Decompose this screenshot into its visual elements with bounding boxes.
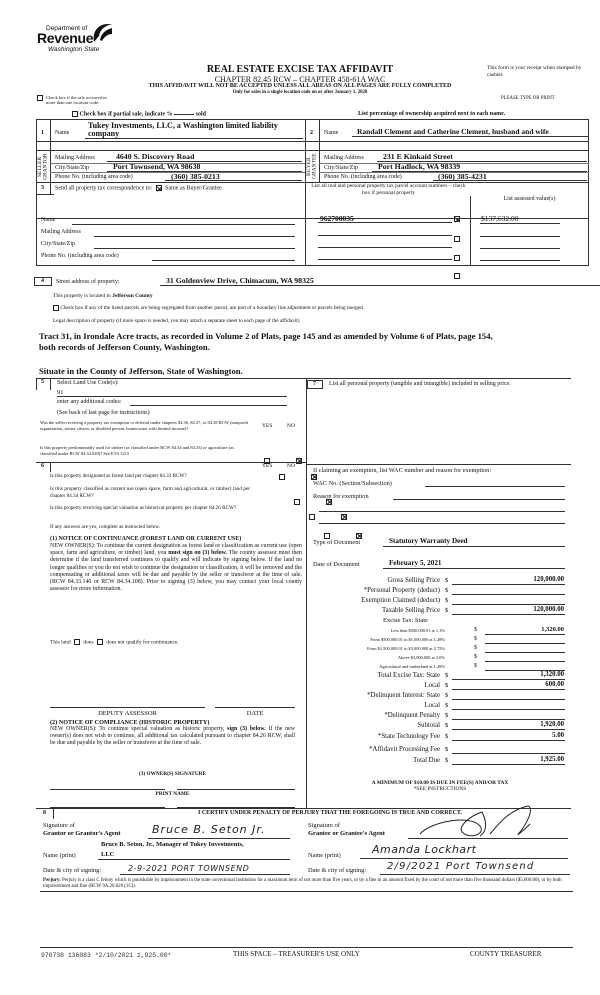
currency-sign: $ [445, 733, 449, 740]
parcel-assessed-value[interactable] [480, 260, 560, 261]
perjury-note [43, 878, 573, 891]
seller-city-value[interactable]: Port Townsend, WA 98638 [113, 162, 201, 171]
segregated-label: Check box if any of the listed parcels are being segregated from another parcel, are part of a boundary line adjustment or parcels being merged. [60, 305, 365, 312]
this-land-label: This land [50, 639, 71, 646]
tax-row-value[interactable] [452, 709, 565, 710]
partial-sale-sold: sold [195, 111, 207, 118]
buyer-city-label: City/State/Zip [324, 165, 358, 171]
grantor-sig-label-1: Signature of [43, 822, 75, 829]
notice1-text-a: NEW OWNER(S): To continue the current designation as forest land or classification as current use (open space, farm and agriculture, or timber) land, you [50, 543, 302, 557]
owner-signature-line-1[interactable] [50, 789, 165, 790]
s5-q1-text: Was the seller receiving a property tax exemption or deferral under chapters 84.36, 84.37, or 84.38 RCW (nonprofit organization, senior citizen, or disabled person, homeowner with limited income)? [40, 420, 249, 431]
parcel-number[interactable] [318, 235, 452, 236]
tax-row-value[interactable]: 600.00 [545, 681, 564, 688]
tax-row-label: Gross Selling Price [387, 577, 440, 584]
tax-row-label: *Affidavit Processing Fee [369, 746, 440, 753]
s6-q1-text: Is this property designated as forest land per chapter 84.33 RCW? [50, 473, 187, 479]
s6-q3-text: Is this property receiving special valuation as historical property per chapter 84.26 RCW? [50, 505, 237, 511]
currency-sign: $ [445, 722, 449, 729]
legal-description-line2: both records of Jefferson County, Washington. [39, 342, 210, 352]
grantee-name-label: Name (print) [308, 852, 341, 859]
parcel-personal-checkbox[interactable] [454, 255, 460, 261]
section-1-number: 1 [41, 130, 44, 136]
continuance-qualify-row [50, 639, 179, 645]
tax-row-value[interactable] [485, 652, 565, 653]
section-2-number: 2 [310, 130, 313, 136]
grantor-name-line1[interactable]: Bruce B. Seton, Jr., Manager of Tukey Investments, [101, 841, 244, 848]
county-treasurer-label: COUNTY TREASURER [470, 950, 542, 958]
currency-sign: $ [445, 682, 449, 689]
doc-type-label: Type of Document [313, 539, 361, 546]
see-instructions-note: *SEE INSTRUCTIONS [413, 786, 467, 792]
seller-name-label: Name [55, 130, 70, 136]
logo-washington-state: Washington State [48, 46, 100, 53]
s6-no-header: NO [287, 463, 295, 469]
tax-row-label: Taxable Selling Price [381, 607, 440, 614]
street-address-value[interactable]: 31 Goldenview Drive, Chimacum, WA 98325 [166, 276, 314, 285]
currency-sign: $ [445, 746, 449, 753]
grantee-name-value[interactable]: Amanda Lockhart [372, 843, 477, 856]
partial-sale-row [72, 111, 206, 117]
currency-sign: $ [445, 587, 449, 594]
same-as-buyer-label: Same as Buyer/Grantee [165, 185, 222, 192]
tax-row-value[interactable] [485, 643, 565, 644]
tax-row-label: From $1,500,000.01 to $3,000,000 at 2.75% [367, 646, 445, 651]
buyer-phone-label: Phone No. (including area code) [324, 174, 402, 180]
does-not-qualify-checkbox[interactable] [97, 639, 103, 645]
reason-field[interactable] [393, 499, 565, 500]
s6-q1-yes-checkbox[interactable] [294, 499, 300, 505]
section-7-number: 7 [313, 381, 316, 387]
please-type-or-print: PLEASE TYPE OR PRINT [501, 96, 555, 101]
form-warning: THIS AFFIDAVIT WILL NOT BE ACCEPTED UNLESS ALL AREAS ON ALL PAGES ARE FULLY COMPLETED [148, 83, 452, 89]
partial-sale-checkbox[interactable] [72, 111, 78, 117]
buyer-name-label: Name [324, 130, 339, 136]
s6-q3-no-checkbox[interactable] [356, 533, 362, 539]
s6-q2-yes-checkbox[interactable] [309, 514, 315, 520]
currency-sign: $ [445, 692, 449, 699]
perjury-text: Perjury is a class C felony which is punishable by imprisonment in the state correctional institution for a maximum term of not more than five years, or by a fine in an amount fixed by the court of not more than five thousand dollars ($5,000.00), or by both imprisonment and fine (RCW 9A.20.020 (1C)). [43, 878, 562, 890]
currency-sign: $ [474, 663, 477, 669]
partial-sale-percent-field[interactable] [174, 114, 194, 115]
form-title: REAL ESTATE EXCISE TAX AFFIDAVIT [206, 64, 394, 75]
grantor-name-label: Name (print) [43, 852, 76, 859]
currency-sign: $ [445, 757, 449, 764]
grantee-sig-label-1: Signature of [308, 822, 340, 829]
assessor-date-label: DATE [246, 710, 264, 717]
parcel-assessed-value[interactable]: $137,632.00 [481, 214, 519, 223]
tax-row-label: Local [424, 682, 440, 689]
deputy-assessor-signature-line[interactable] [50, 707, 205, 708]
segregated-row [53, 305, 364, 311]
notice-compliance-title: (2) NOTICE OF COMPLIANCE (HISTORIC PROPERTY) [50, 719, 210, 726]
currency-sign: $ [445, 672, 449, 679]
form-chapter: CHAPTER 82.45 RCW – CHAPTER 458-61A WAC [214, 75, 386, 84]
grantee-sig-label-2: Grantee or Grantee's Agent [308, 829, 385, 837]
currency-sign: $ [445, 577, 449, 584]
owner-signature-label: (3) OWNER(S) SIGNATURE [139, 771, 206, 777]
seller-name-line1[interactable]: Tukey Investments, LLC, a Washington limited liability [88, 121, 278, 130]
seller-mailing-label: Mailing Address [55, 155, 95, 161]
tax-row-label: *Delinquent Penalty [384, 712, 440, 719]
currency-sign: $ [445, 607, 449, 614]
grantee-date-city[interactable]: 2/9/2021 Port Townsend [387, 861, 535, 872]
tax-row-value[interactable]: 1,320.00 [541, 626, 564, 633]
tax-row-label: *State Technology Fee [377, 733, 440, 740]
buyer-city-value[interactable]: Port Hadlock, WA 98339 [378, 162, 461, 171]
seller-city-label: City/State/Zip [55, 165, 89, 171]
assessed-header: List assessed value(s) [503, 196, 556, 202]
logo-department-of: Department of [46, 25, 88, 32]
does-label: does [83, 639, 94, 646]
tax-row-value[interactable] [485, 661, 565, 662]
s6-q2-no-checkbox[interactable] [341, 514, 347, 520]
s3-name-label: Name [41, 217, 56, 223]
tax-row-value[interactable]: 1,320.00 [540, 671, 564, 678]
assessor-date-line[interactable] [215, 707, 295, 708]
excise-tax-heading: Excise Tax: State [383, 617, 428, 624]
parcel-assessed-value[interactable] [480, 248, 560, 249]
seller-phone-value[interactable]: (360) 385-0213 [171, 172, 220, 181]
grantor-name-line2[interactable]: LLC [101, 851, 115, 858]
seller-phone-label: Phone No. (including area code) [55, 174, 133, 180]
reason-field-3[interactable] [319, 523, 565, 524]
legal-description-line1: Tract 31, in Irondale Acre tracts, as recorded in Volume 2 of Plats, page 145 and as amended by Volume 6 of Plats, page 154, [39, 331, 493, 341]
s3-phone-label: Phone No. (including area code) [41, 253, 119, 259]
grantee-signature-label [308, 822, 385, 838]
dor-swoosh-logo-icon [90, 22, 114, 44]
legal-desc-label: Legal description of property (if more space is needed, you may attach a separate sheet to each page of the affidavit) [53, 318, 300, 324]
personal-property-label: List all personal property (tangible and intangible) included in selling price. [329, 381, 511, 387]
currency-sign: $ [474, 627, 477, 633]
multi-location-label: Check box if the sale occurred in more than one location code. [46, 95, 107, 106]
tax-row-label: From $500,000.01 to $1,500,000 at 1.28% [370, 637, 445, 642]
tax-row-label: Total Excise Tax: State [377, 672, 440, 679]
grantor-signature[interactable]: Bruce B. Seton Jr. [152, 823, 266, 836]
buyer-mailing-label: Mailing Address [324, 155, 364, 161]
notice1-text-b: The county assessor must then determine if the land transferred continues to qualify and will indicate by signing below. If the land no longer qualifies or you do not wish to continue the designation or classification, it will be removed and the compensating or additional taxes will be due and payable by the seller or transferor at the time of sale. (RCW 84.33.140 or RCW 84.34.108). Prior to signing (3) below, you may contact your local county assessor for more information. [50, 550, 302, 593]
owner-signature-line-2[interactable] [177, 789, 295, 790]
wac-label: WAC No. (Section/Subsection) [313, 480, 392, 487]
s6-if-yes-note: If any answers are yes, complete as instructed below. [50, 524, 161, 530]
tax-row-value[interactable] [452, 604, 565, 605]
tax-row-value[interactable]: 120,000.00 [533, 576, 564, 583]
section-5-number: 5 [41, 379, 44, 385]
currency-sign: $ [474, 645, 477, 651]
parcel-personal-checkbox[interactable] [454, 273, 460, 279]
notice1-bold: must sign on (3) below. [168, 550, 227, 557]
tax-row-label: Above $3,000,000 at 3.0% [397, 655, 445, 660]
logo-revenue: Revenue [37, 30, 94, 46]
tax-row-value[interactable]: 5.00 [552, 732, 564, 739]
wac-field[interactable] [425, 486, 565, 487]
receipt-note: This form is your receipt when stamped by cashier. [487, 65, 582, 78]
parcel-personal-checkbox[interactable] [454, 216, 460, 222]
section-3-number: 3 [41, 185, 44, 191]
form-subtitle: Only for sales in a single location code on or after January 1, 2020 [232, 90, 368, 95]
grantor-date-city[interactable]: 2-9-2021 PORT TOWNSEND [128, 864, 250, 873]
section-4-number: 4 [41, 278, 44, 284]
parcel-personal-checkbox[interactable] [454, 236, 460, 242]
tax-row-value[interactable]: 120,000.00 [533, 606, 564, 613]
grantor-signature-label [43, 822, 121, 838]
county-prefix: This property is located in [53, 293, 111, 299]
tax-correspondence-label: Send all property tax correspondence to: [55, 185, 153, 192]
notice2-bold: sign (3) below. [227, 726, 266, 732]
currency-sign: $ [445, 702, 449, 709]
grantor-sig-label-2: Grantor or Grantor's Agent [43, 829, 121, 837]
grantee-signature[interactable] [410, 802, 570, 842]
doc-date-label: Date of Document [313, 561, 360, 568]
s6-yes-header: YES [262, 463, 273, 469]
notice-compliance-body [50, 726, 295, 748]
county-value: Jefferson County [112, 293, 153, 299]
minimum-due-note: A MINIMUM OF $10.00 IS DUE IN FEE(S) AND/OR TAX [371, 780, 509, 786]
multi-location-checkbox[interactable] [37, 95, 43, 101]
does-qualify-checkbox[interactable] [74, 639, 80, 645]
tax-row-value[interactable] [452, 719, 565, 720]
s3-mailing-label: Mailing Address [41, 229, 81, 235]
ownership-note: List percentage of ownership acquired next to each name. [358, 111, 506, 117]
land-use-label: Select Land Use Code(s): [57, 380, 119, 386]
notice-continuance-title: (1) NOTICE OF CONTINUANCE (FOREST LAND OR CURRENT USE) [50, 536, 242, 542]
parcel-number[interactable] [318, 259, 452, 260]
s5-no-header: NO [287, 423, 295, 429]
notice-continuance-body [50, 543, 302, 593]
dor-logo [34, 22, 114, 58]
grantor-date-label: Date & city of signing: [43, 867, 102, 874]
tax-row-value[interactable] [452, 753, 565, 754]
tax-row-label: *Personal Property (deduct) [363, 587, 440, 594]
tax-row-label: Total Due [413, 757, 440, 764]
treasurer-use-only: THIS SPACE – TREASURER'S USE ONLY [233, 950, 360, 958]
seller-mailing-value[interactable]: 4640 S. Discovery Road [116, 152, 195, 161]
currency-sign: $ [445, 597, 449, 604]
parcels-header: List all real and personal property tax parcel account numbers – check box if personal property [311, 183, 466, 196]
street-address-label: Street address of property: [56, 279, 120, 285]
additional-codes-label: enter any additional codes: [57, 399, 122, 405]
tax-row-value[interactable] [452, 594, 565, 595]
notice2-text-a: NEW OWNER(S): To continue special valuation as historic property, [50, 726, 228, 732]
parcel-assessed-value[interactable] [480, 236, 560, 237]
tax-row-value[interactable]: 1,920.00 [540, 721, 564, 728]
buyer-mailing-value[interactable]: 231 E Kinkaid Street [383, 152, 453, 161]
perjury-label: Perjury: [43, 878, 61, 883]
grantee-date-label: Date & city of signing: [308, 867, 367, 874]
tax-row-label: Less than $500,000.01 at 1.1% [390, 628, 445, 633]
s6-q2-text: Is this property classified as current use (open space, farm and agricultural, or timber) land per chapter 84.34 RCW? [50, 486, 250, 499]
section-8-number: 8 [43, 810, 46, 816]
print-name-label: PRINT NAME [155, 791, 190, 797]
s3-city-label: City/State/Zip [41, 241, 75, 247]
currency-sign: $ [445, 712, 449, 719]
does-not-label: does not qualify for continuance. [106, 639, 179, 646]
tax-row-label: Local [424, 702, 440, 709]
multi-location-row [37, 95, 107, 106]
reason-field-2[interactable] [319, 511, 565, 512]
parcel-number[interactable] [318, 247, 452, 248]
tax-row-label: Agricultural and timberland at 1.28% [379, 664, 445, 669]
reason-label: Reason for exemption [313, 493, 369, 500]
buyer-grantee-side-label: BUYER GRANTEE [306, 153, 318, 180]
doc-type-value[interactable]: Statutory Warranty Deed [389, 537, 468, 545]
s5-q2-yes-checkbox[interactable] [279, 474, 285, 480]
currency-sign: $ [474, 654, 477, 660]
land-use-code-value[interactable]: 91 [57, 389, 64, 396]
currency-sign: $ [474, 636, 477, 642]
segregated-checkbox[interactable] [53, 305, 59, 311]
situate-line: Situate in the County of Jefferson, State of Washington. [39, 366, 243, 376]
tax-row-value[interactable]: 1,925.00 [540, 756, 564, 763]
s5-q2-text: Is this property predominantly used for timber (as classified under RCW 84.34 and 84.33) or agriculture (as classified under RCW 84.34.020)? See ETA 3215 [40, 445, 234, 456]
deputy-assessor-label: DEPUTY ASSESSOR [98, 710, 157, 717]
s5-yes-header: YES [262, 423, 273, 429]
see-back-note: (See back of last page for instructions) [57, 410, 150, 416]
tax-row-label: Exemption Claimed (deduct) [361, 597, 440, 604]
notice2-text-b: If the new owner(s) does not wish to continue, all additional tax calculated pursuant to chapter 84.26 RCW, shall be due and payable by the seller or transferor at the time of sale. [50, 726, 295, 747]
buyer-name-value[interactable]: Randall Clement and Catherine Clement, husband and wife [357, 127, 549, 136]
treasurer-stamp: 976738 136083 *2/10/2021 1,925.00* [41, 952, 172, 959]
buyer-phone-value[interactable]: (360) 385-4231 [438, 172, 487, 181]
tax-row-value[interactable] [452, 699, 565, 700]
certify-statement: I CERTIFY UNDER PENALTY OF PERJURY THAT THE FOREGOING IS TRUE AND CORRECT. [197, 810, 462, 816]
parcel-number[interactable]: 962700035 [320, 214, 354, 223]
tax-row-label: Subtotal [417, 722, 440, 729]
s5-q2-no-checkbox[interactable] [311, 474, 317, 480]
seller-name-line2[interactable]: company [88, 129, 120, 138]
s6-q3-yes-checkbox[interactable] [324, 533, 330, 539]
county-row [53, 293, 153, 299]
partial-sale-label: Check box if partial sale, indicate % [79, 111, 173, 118]
seller-grantor-side-label: SELLER GRANTOR [37, 153, 49, 180]
section-6-number: 6 [41, 463, 44, 469]
exemption-label: If claiming an exemption, list WAC number and reason for exemption: [313, 467, 492, 474]
additional-codes-field[interactable] [130, 405, 287, 406]
doc-date-value[interactable]: February 5, 2021 [389, 559, 442, 567]
tax-row-label: *Delinquent Interest: State [367, 692, 440, 699]
